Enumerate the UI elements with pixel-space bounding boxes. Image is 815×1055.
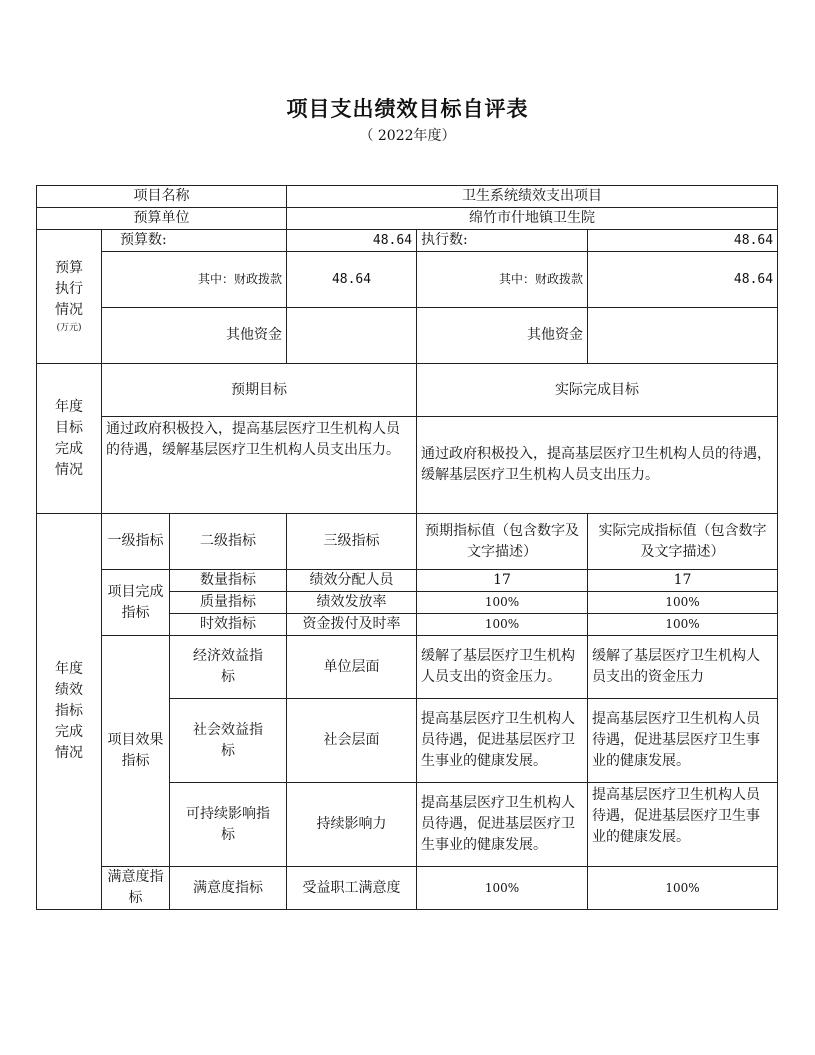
budget-section-unit: (万元) bbox=[56, 323, 82, 333]
output-level2: 数量指标 bbox=[170, 570, 287, 592]
effect-level2: 社会效益指标 bbox=[170, 699, 287, 783]
expected-goal-text: 通过政府积极投入，提高基层医疗卫生机构人员的待遇，缓解基层医疗卫生机构人员支出压力。 bbox=[102, 417, 417, 514]
budget-unit-label: 预算单位 bbox=[37, 208, 287, 230]
effect-expected: 提高基层医疗卫生机构人员待遇，促进基层医疗卫生事业的健康发展。 bbox=[417, 699, 588, 783]
exec-amount-label: 执行数: bbox=[417, 230, 588, 252]
satisfaction-actual: 100% bbox=[588, 867, 778, 910]
budget-section-label bbox=[37, 230, 102, 364]
output-actual: 100% bbox=[588, 592, 778, 614]
other-budget-value bbox=[287, 308, 417, 364]
level1-header: 一级指标 bbox=[102, 514, 170, 570]
project-name-value: 卫生系统绩效支出项目 bbox=[287, 186, 778, 208]
fiscal-budget-value: 48.64 bbox=[287, 252, 417, 308]
fiscal-budget-label: 其中：财政拨款 bbox=[102, 252, 287, 308]
page-subtitle: （ 2022年度） bbox=[359, 128, 456, 144]
output-level3: 绩效分配人员 bbox=[287, 570, 417, 592]
effect-group-label: 项目效果指标 bbox=[102, 636, 170, 867]
other-exec-label: 其他资金 bbox=[417, 308, 588, 364]
goals-content-row bbox=[37, 417, 778, 514]
budget-unit-row bbox=[37, 208, 778, 230]
budget-amount-value: 48.64 bbox=[287, 230, 417, 252]
effect-level3: 社会层面 bbox=[287, 699, 417, 783]
page-title: 项目支出绩效目标自评表 bbox=[286, 96, 529, 121]
budget-unit-value: 绵竹市什地镇卫生院 bbox=[287, 208, 778, 230]
output-level3: 绩效发放率 bbox=[287, 592, 417, 614]
table-row bbox=[37, 867, 778, 910]
fiscal-row bbox=[37, 252, 778, 308]
effect-expected: 缓解了基层医疗卫生机构人员支出的资金压力。 bbox=[417, 636, 588, 699]
other-funds-row bbox=[37, 308, 778, 364]
output-expected: 100% bbox=[417, 592, 588, 614]
effect-actual: 提高基层医疗卫生机构人员待遇，促进基层医疗卫生事业的健康发展。 bbox=[588, 699, 778, 783]
effect-level3: 持续影响力 bbox=[287, 783, 417, 867]
level3-header: 三级指标 bbox=[287, 514, 417, 570]
actual-goal-text: 通过政府积极投入，提高基层医疗卫生机构人员的待遇，缓解基层医疗卫生机构人员支出压力。 bbox=[417, 417, 778, 514]
goals-header-row bbox=[37, 364, 778, 417]
output-level3: 资金拨付及时率 bbox=[287, 614, 417, 636]
indicators-section-text: 年度绩效指标完成情况 bbox=[55, 661, 83, 761]
exec-amount-value: 48.64 bbox=[588, 230, 778, 252]
other-budget-label: 其他资金 bbox=[102, 308, 287, 364]
satisfaction-level3: 受益职工满意度 bbox=[287, 867, 417, 910]
expected-goal-header: 预期目标 bbox=[102, 364, 417, 417]
effect-level3: 单位层面 bbox=[287, 636, 417, 699]
actual-value-header: 实际完成指标值（包含数字及文字描述） bbox=[588, 514, 778, 570]
project-name-label: 项目名称 bbox=[37, 186, 287, 208]
project-name-row bbox=[37, 186, 778, 208]
level2-header: 二级指标 bbox=[170, 514, 287, 570]
output-expected: 100% bbox=[417, 614, 588, 636]
effect-level2: 经济效益指标 bbox=[170, 636, 287, 699]
effect-level2: 可持续影响指标 bbox=[170, 783, 287, 867]
budget-section-text: 预算执行情况 bbox=[55, 260, 83, 318]
self-evaluation-table bbox=[36, 185, 778, 910]
effect-actual: 缓解了基层医疗卫生机构人员支出的资金压力 bbox=[588, 636, 778, 699]
budget-total-row bbox=[37, 230, 778, 252]
indicators-section-label bbox=[37, 514, 102, 910]
output-expected: 17 bbox=[417, 570, 588, 592]
fiscal-exec-value: 48.64 bbox=[588, 252, 778, 308]
table-row bbox=[37, 570, 778, 592]
goals-section-label bbox=[37, 364, 102, 514]
expected-value-header: 预期指标值（包含数字及文字描述） bbox=[417, 514, 588, 570]
output-level2: 质量指标 bbox=[170, 592, 287, 614]
other-exec-value bbox=[588, 308, 778, 364]
goals-section-text: 年度目标完成情况 bbox=[55, 398, 83, 478]
satisfaction-group-label: 满意度指标 bbox=[102, 867, 170, 910]
actual-goal-header: 实际完成目标 bbox=[417, 364, 778, 417]
output-actual: 100% bbox=[588, 614, 778, 636]
satisfaction-level2: 满意度指标 bbox=[170, 867, 287, 910]
effect-expected: 提高基层医疗卫生机构人员待遇，促进基层医疗卫生事业的健康发展。 bbox=[417, 783, 588, 867]
output-actual: 17 bbox=[588, 570, 778, 592]
indicator-header-row bbox=[37, 514, 778, 570]
budget-amount-label: 预算数: bbox=[102, 230, 287, 252]
output-level2: 时效指标 bbox=[170, 614, 287, 636]
effect-actual: 提高基层医疗卫生机构人员待遇，促进基层医疗卫生事业的健康发展。 bbox=[588, 783, 778, 867]
table-row bbox=[37, 636, 778, 699]
fiscal-exec-label: 其中：财政拨款 bbox=[417, 252, 588, 308]
satisfaction-expected: 100% bbox=[417, 867, 588, 910]
output-group-label: 项目完成指标 bbox=[102, 570, 170, 636]
